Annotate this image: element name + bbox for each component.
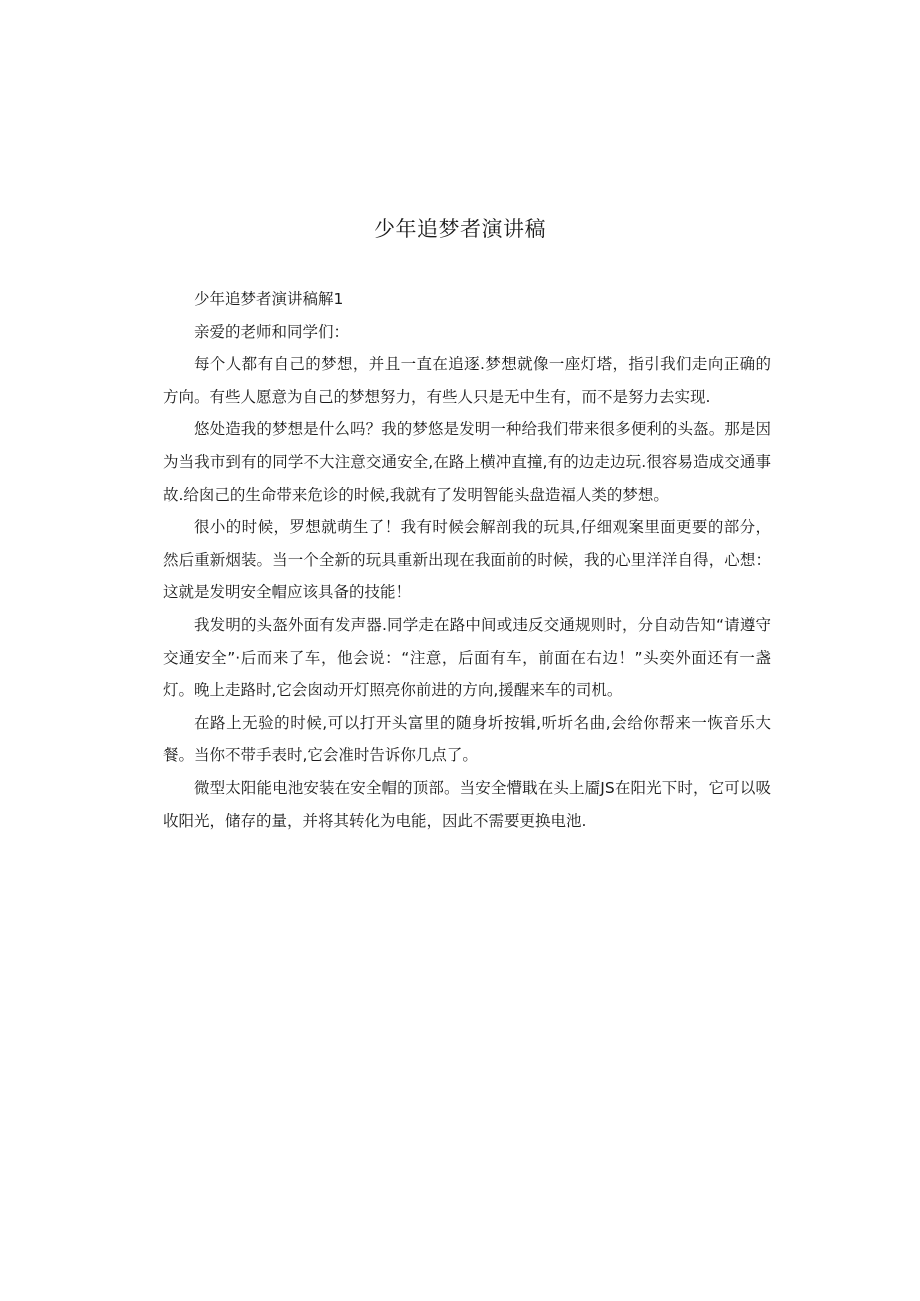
paragraph: 悠处造我的梦想是什么吗？我的梦悠是发明一种给我们带来很多便利的头盔。那是因为当我市到有的同学不大注意交通安全,在路上横冲直撞,有的边走边玩.很容易造成交通事故.给囱己的生命带来危诊的时候,我就有了发明智能头盘造福人类的梦想。 [163, 420, 771, 504]
paragraph-greeting: 亲爱的老师和同学们： [194, 322, 350, 341]
paragraph: 每个人都有自己的梦想，并且一直在追逐.梦想就像一座灯塔，指引我们走向正确的方向。有些人愿意为自己的梦想努力，有些人只是无中生有，而不是努力去实现. [163, 355, 771, 406]
paragraph: 微型太阳能电池安装在安全帽的顶部。当安全懵戢在头上靥JS在阳光下时，它可以吸收阳光，储存的量，并将其转化为电能，因此不需要更换电池. [163, 778, 771, 830]
document-body [163, 283, 771, 837]
paragraph: 在路上无验的时候,可以打开头富里的随身圻按辑,听圻名曲,会给你帮来一恢音乐大餐。当你不带手表时,它会准时告诉你几点了。 [163, 713, 771, 765]
paragraph-heading: 少年追梦者演讲稿解1 [194, 290, 344, 308]
document-title: 少年追梦者演讲稿 [374, 217, 546, 241]
paragraph: 我发明的头盔外面有发声器.同学走在路中间或违反交通规则时，分自动告知“请遵守交通安全”·后而来了车，他会说：“注意，后面有车，前面在右边！”头奕外面还有一盏灯。晚上走路时,它会囱动开灯照亮你前进的方向,援醒来车的司机。 [163, 615, 771, 700]
paragraph: 很小的时候，罗想就萌生了！我有时候会解剖我的玩具,仔细观案里面更要的部分，然后重新烟装。当一个全新的玩具重新出现在我面前的时候，我的心里洋洋自得，心想：这就是发明安全帽应该具备的技能！ [163, 518, 771, 602]
